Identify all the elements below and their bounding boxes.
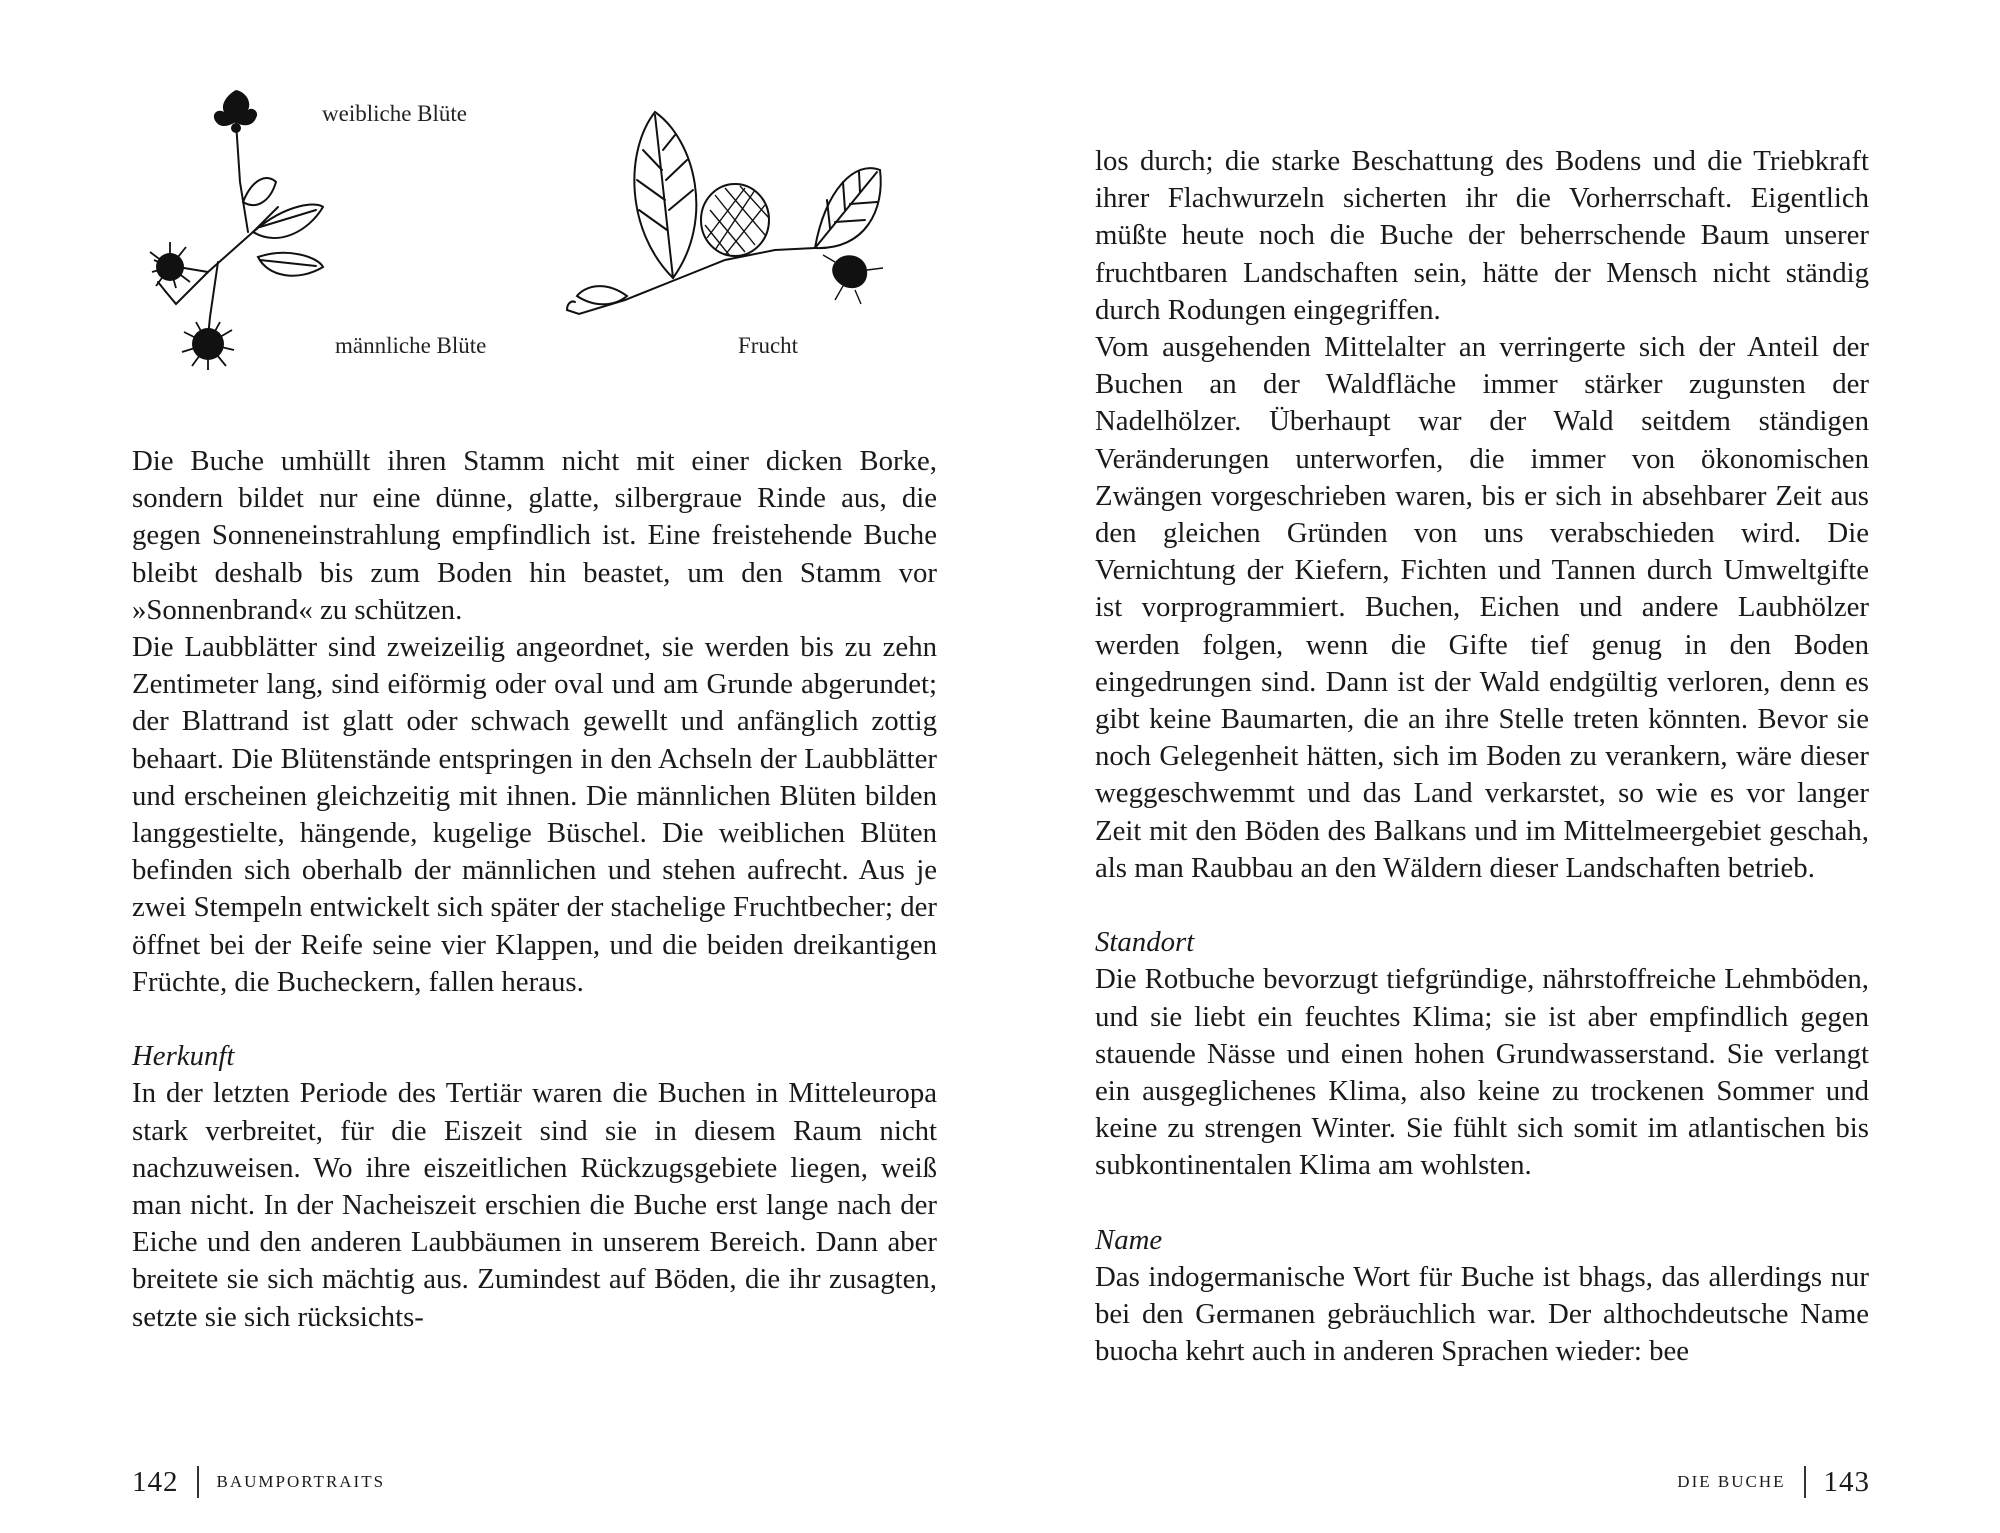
right-page-footer <box>1677 1462 1870 1502</box>
body-paragraph: Das indogermanische Wort für Buche ist bhags, das allerdings nur bei den Germanen gebräuchlich war. Der althochdeutsche Name buocha kehrt auch in anderen Sprachen wieder: bee <box>1095 1261 1869 1368</box>
right-text-column <box>1095 143 1869 1371</box>
right-page <box>1000 0 2000 1533</box>
footer-divider <box>197 1466 199 1498</box>
running-header: DIE BUCHE <box>1677 1472 1786 1491</box>
body-paragraph: Die Buche umhüllt ihren Stamm nicht mit einer dicken Borke, sondern bildet nur eine dünne, glatte, silbergraue Rinde aus, die gegen Sonneneinstrahlung empfindlich ist. Eine freistehende Buche bleibt deshalb bis zum Boden hin beastet, um den Stamm vor »Sonnenbrand« zu schützen. <box>132 445 937 626</box>
left-page-footer <box>132 1462 385 1502</box>
body-paragraph: Vom ausgehenden Mittelalter an verringerte sich der Anteil der Buchen an der Waldfläche immer stärker zugunsten der Nadelhölzer. Überhaupt war der Wald seitdem ständigen Veränderungen unterworfen, die immer von ökonomischen Zwängen vorgeschrieben waren, bis er sich in absehbarer Zeit aus den gleichen Gründen von uns verabschieden wird. Die Vernichtung der Kiefern, Fichten und Tannen durch Umweltgifte ist vorprogrammiert. Buchen, Eichen und andere Laubhölzer werden folgen, wenn die Gifte tief genug in den Boden eingedrungen sind. Dann ist der Wald endgültig verloren, denn es gibt keine Baumarten, die an ihre Stelle treten könnten. Bevor sie noch Gelegenheit hätten, sich im Boden zu verankern, wäre dieser weggeschwemmt und das Land verkarstet, so wie es vor langer Zeit mit den Böden des Balkans und im Mittelmeergebiet geschah, als man Raubbau an den Wäldern dieser Landschaften betrieb. <box>1095 331 1869 884</box>
body-paragraph: Die Rotbuche bevorzugt tiefgründige, nährstoffreiche Lehmböden, und sie liebt ein feuchtes Klima; sie ist aber empfindlich gegen stauende Nässe und einen hohen Grundwasserstand. Sie verlangt ein ausgeglichenes Klima, also keine zu trockenen Sommer und keine zu strengen Winter. Sie fühlt sich somit im atlantischen bis subkontinentalen Klima am wohlsten. <box>1095 963 1869 1182</box>
running-header: BAUMPORTRAITS <box>216 1472 386 1491</box>
page-number: 143 <box>1823 1465 1870 1498</box>
beech-fruit-illustration <box>565 110 890 325</box>
footer-divider <box>1804 1466 1806 1498</box>
body-paragraph: In der letzten Periode des Tertiär waren die Buchen in Mitteleuropa stark verbreitet, für die Eiszeit sind sie in diesem Raum nicht nachzuweisen. Wo ihre eiszeitlichen Rückzugsgebiete liegen, weiß man nicht. In der Nacheiszeit erschien die Buche erst lange nach der Eiche und den anderen Laubbäumen in unserem Bereich. Dann aber breitete sie sich mächtig aus. Zumindest auf Böden, die ihr zusagten, setzte sie sich rücksichts- <box>132 1077 937 1333</box>
section-heading-herkunft: Herkunft <box>132 1040 235 1073</box>
caption-fruit: Frucht <box>738 333 799 358</box>
left-text-column <box>132 443 937 1336</box>
section-heading-standort: Standort <box>1095 926 1195 959</box>
caption-female-flower: weibliche Blüte <box>322 101 467 126</box>
beech-flowers-illustration <box>148 82 328 372</box>
body-paragraph: Die Laubblätter sind zweizeilig angeordnet, sie werden bis zu zehn Zentimeter lang, sind eiförmig oder oval und am Grunde abgerundet; der Blattrand ist glatt oder schwach gewellt und anfänglich zottig behaart. Die Blütenstände entspringen in den Achseln der Laubblätter und erscheinen gleichzeitig mit ihnen. Die männlichen Blüten bilden langgestielte, hängende, kugelige Büschel. Die weiblichen Blüten befinden sich oberhalb der männlichen und stehen aufrecht. Aus je zwei Stempeln entwickelt sich später der stachelige Fruchtbecher; der öffnet bei der Reife seine vier Klappen, und die beiden dreikantigen Früchte, die Bucheckern, fallen heraus. <box>132 631 937 998</box>
body-paragraph: los durch; die starke Beschattung des Bodens und die Triebkraft ihrer Flachwurzeln sicherten ihr die Vorherrschaft. Eigentlich müßte heute noch die Buche der beherrschende Baum unserer fruchtbaren Landschaften sein, hätte der Mensch nicht ständig durch Rodungen eingegriffen. <box>1095 145 1869 326</box>
section-heading-name: Name <box>1095 1223 1163 1256</box>
page-number: 142 <box>132 1465 179 1498</box>
caption-male-flower: männliche Blüte <box>335 333 487 358</box>
